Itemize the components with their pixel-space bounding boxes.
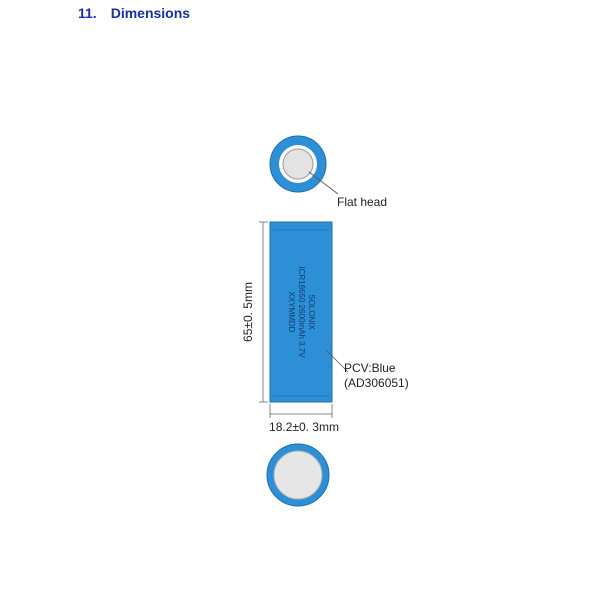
bottom-view: [267, 444, 329, 506]
pcv-code-label: (AD306051): [344, 376, 409, 390]
cell-print-model: ICR18650 2600mAh 3.7V: [297, 266, 306, 358]
diameter-dimension: [270, 404, 332, 418]
length-dimension-label: 65±0. 5mm: [241, 282, 255, 342]
flat-head-terminal: [283, 149, 313, 179]
cell-print-brand: SOLONIX: [307, 294, 316, 330]
section-number: 11.: [78, 5, 97, 21]
flat-head-label: Flat head: [337, 195, 388, 209]
negative-terminal: [274, 451, 322, 499]
pcv-color-label: PCV:Blue: [344, 361, 396, 375]
section-title: Dimensions: [110, 5, 191, 21]
diameter-dimension-label: 18.2±0. 3mm: [269, 420, 339, 434]
length-dimension: [259, 222, 268, 402]
top-view: [270, 136, 338, 194]
cell-print-date-code: XXYMMDD: [287, 291, 296, 333]
side-view: [270, 222, 348, 402]
